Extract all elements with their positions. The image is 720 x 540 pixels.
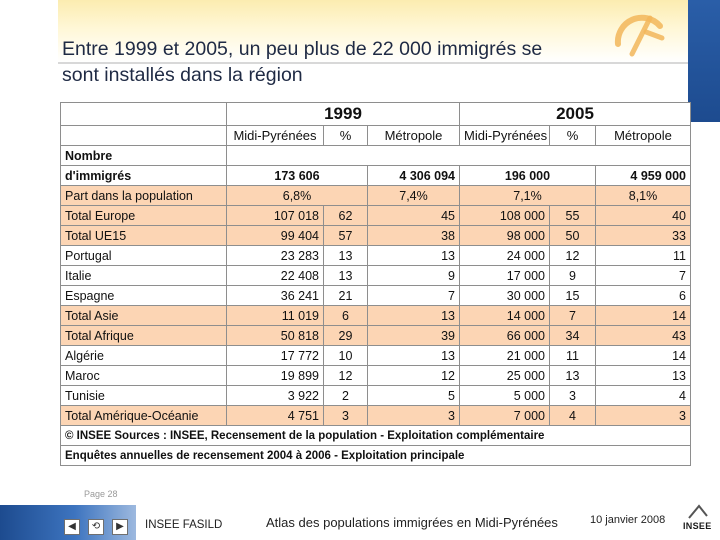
table-cell: 7,1% bbox=[460, 186, 596, 206]
table-row bbox=[61, 266, 691, 286]
table-cell: 7 bbox=[596, 266, 691, 286]
table-cell: 107 018 bbox=[227, 206, 324, 226]
table-cell: 11 bbox=[596, 246, 691, 266]
table-row bbox=[61, 226, 691, 246]
immigrants-table bbox=[60, 102, 691, 466]
table-cell: 29 bbox=[324, 326, 368, 346]
row-label: Espagne bbox=[61, 286, 227, 306]
table-cell: 7 bbox=[550, 306, 596, 326]
table-row bbox=[61, 386, 691, 406]
table-cell: 17 000 bbox=[460, 266, 550, 286]
previous-slide-button[interactable] bbox=[64, 519, 80, 535]
table-cell: 14 bbox=[596, 346, 691, 366]
column-header: Midi-Pyrénées bbox=[460, 126, 550, 146]
table-body bbox=[61, 206, 691, 426]
chevron-left-icon: ◀ bbox=[68, 521, 76, 532]
next-slide-button[interactable] bbox=[112, 519, 128, 535]
table-cell: 11 019 bbox=[227, 306, 324, 326]
table-cell: 34 bbox=[550, 326, 596, 346]
spacer-cell bbox=[227, 146, 691, 166]
table-cell: 6 bbox=[324, 306, 368, 326]
table-cell: 13 bbox=[550, 366, 596, 386]
table-cell: 4 959 000 bbox=[596, 166, 691, 186]
table-cell: 7 000 bbox=[460, 406, 550, 426]
table-cell: 99 404 bbox=[227, 226, 324, 246]
source-note: © INSEE Sources : INSEE, Recensement de la population - Exploitation complémentaire bbox=[61, 426, 691, 446]
table-row bbox=[61, 326, 691, 346]
side-accent-bar bbox=[688, 0, 720, 122]
table-cell: 50 818 bbox=[227, 326, 324, 346]
table-row bbox=[61, 206, 691, 226]
table-row bbox=[61, 346, 691, 366]
table-cell: 21 000 bbox=[460, 346, 550, 366]
table-row bbox=[61, 286, 691, 306]
table-cell: 4 751 bbox=[227, 406, 324, 426]
table-cell: 9 bbox=[368, 266, 460, 286]
table-cell: 17 772 bbox=[227, 346, 324, 366]
corner-cell bbox=[61, 126, 227, 146]
table-cell: 3 bbox=[550, 386, 596, 406]
column-header: % bbox=[550, 126, 596, 146]
table-cell: 21 bbox=[324, 286, 368, 306]
table-row bbox=[61, 406, 691, 426]
row-label: Total UE15 bbox=[61, 226, 227, 246]
table-cell: 55 bbox=[550, 206, 596, 226]
table-cell: 7 bbox=[368, 286, 460, 306]
table-cell: 10 bbox=[324, 346, 368, 366]
table-cell: 3 922 bbox=[227, 386, 324, 406]
table-cell: 13 bbox=[368, 246, 460, 266]
year-header-2005: 2005 bbox=[460, 103, 691, 126]
table-cell: 45 bbox=[368, 206, 460, 226]
table-cell: 4 bbox=[596, 386, 691, 406]
table-cell: 40 bbox=[596, 206, 691, 226]
table-cell: 43 bbox=[596, 326, 691, 346]
return-icon: ⟲ bbox=[91, 521, 101, 532]
row-label: Total Asie bbox=[61, 306, 227, 326]
year-header-1999: 1999 bbox=[227, 103, 460, 126]
table-cell: 98 000 bbox=[460, 226, 550, 246]
table-cell: 30 000 bbox=[460, 286, 550, 306]
table-cell: 6,8% bbox=[227, 186, 368, 206]
row-label: Algérie bbox=[61, 346, 227, 366]
table-cell: 3 bbox=[596, 406, 691, 426]
table-cell: 39 bbox=[368, 326, 460, 346]
row-label: Portugal bbox=[61, 246, 227, 266]
table-cell: 196 000 bbox=[460, 166, 596, 186]
column-header: Métropole bbox=[596, 126, 691, 146]
table-cell: 23 283 bbox=[227, 246, 324, 266]
column-header: Midi-Pyrénées bbox=[227, 126, 324, 146]
table-cell: 25 000 bbox=[460, 366, 550, 386]
table-cell: 5 000 bbox=[460, 386, 550, 406]
table-cell: 13 bbox=[324, 246, 368, 266]
row-label: Italie bbox=[61, 266, 227, 286]
row-label: Total Afrique bbox=[61, 326, 227, 346]
table-cell: 13 bbox=[368, 306, 460, 326]
row-label: Tunisie bbox=[61, 386, 227, 406]
table-cell: 24 000 bbox=[460, 246, 550, 266]
table-cell: 66 000 bbox=[460, 326, 550, 346]
table-row bbox=[61, 306, 691, 326]
column-header: Métropole bbox=[368, 126, 460, 146]
slide-title: Entre 1999 et 2005, un peu plus de 22 000 immigrés se sont installés dans la région bbox=[62, 38, 543, 86]
table-cell: 33 bbox=[596, 226, 691, 246]
table-cell: 22 408 bbox=[227, 266, 324, 286]
table-cell: 9 bbox=[550, 266, 596, 286]
table-cell: 7,4% bbox=[368, 186, 460, 206]
table-cell: 8,1% bbox=[596, 186, 691, 206]
table-cell: 13 bbox=[368, 346, 460, 366]
table-cell: 4 bbox=[550, 406, 596, 426]
row-label: Maroc bbox=[61, 366, 227, 386]
table-cell: 13 bbox=[324, 266, 368, 286]
corner-cell bbox=[61, 103, 227, 126]
source-note: Enquêtes annuelles de recensement 2004 à 2006 - Exploitation principale bbox=[61, 446, 691, 466]
table-cell: 57 bbox=[324, 226, 368, 246]
footer-organization: INSEE FASILD bbox=[145, 519, 223, 531]
column-header: % bbox=[324, 126, 368, 146]
row-label: Nombre bbox=[61, 146, 227, 166]
table-cell: 108 000 bbox=[460, 206, 550, 226]
table-cell: 3 bbox=[368, 406, 460, 426]
row-label: d'immigrés bbox=[61, 166, 227, 186]
table-cell: 12 bbox=[550, 246, 596, 266]
table-cell: 4 306 094 bbox=[368, 166, 460, 186]
table-cell: 2 bbox=[324, 386, 368, 406]
table-cell: 173 606 bbox=[227, 166, 368, 186]
page-number: Page 28 bbox=[84, 489, 118, 499]
table-cell: 11 bbox=[550, 346, 596, 366]
table-cell: 38 bbox=[368, 226, 460, 246]
table-cell: 6 bbox=[596, 286, 691, 306]
table-cell: 3 bbox=[324, 406, 368, 426]
insee-logo-text: INSEE bbox=[683, 521, 712, 531]
table-cell: 36 241 bbox=[227, 286, 324, 306]
table-cell: 12 bbox=[324, 366, 368, 386]
table-cell: 62 bbox=[324, 206, 368, 226]
table-cell: 12 bbox=[368, 366, 460, 386]
row-label: Part dans la population bbox=[61, 186, 227, 206]
table-cell: 13 bbox=[596, 366, 691, 386]
chevron-right-icon: ▶ bbox=[116, 521, 124, 532]
row-label: Total Europe bbox=[61, 206, 227, 226]
table-row bbox=[61, 366, 691, 386]
table-cell: 5 bbox=[368, 386, 460, 406]
table-row bbox=[61, 246, 691, 266]
row-label: Total Amérique-Océanie bbox=[61, 406, 227, 426]
table-cell: 19 899 bbox=[227, 366, 324, 386]
home-slide-button[interactable] bbox=[88, 519, 104, 535]
table-cell: 15 bbox=[550, 286, 596, 306]
footer-publication-title: Atlas des populations immigrées en Midi-Pyrénées bbox=[266, 515, 558, 530]
footer-date: 10 janvier 2008 bbox=[590, 514, 666, 526]
table-cell: 14 000 bbox=[460, 306, 550, 326]
table-cell: 14 bbox=[596, 306, 691, 326]
table-cell: 50 bbox=[550, 226, 596, 246]
